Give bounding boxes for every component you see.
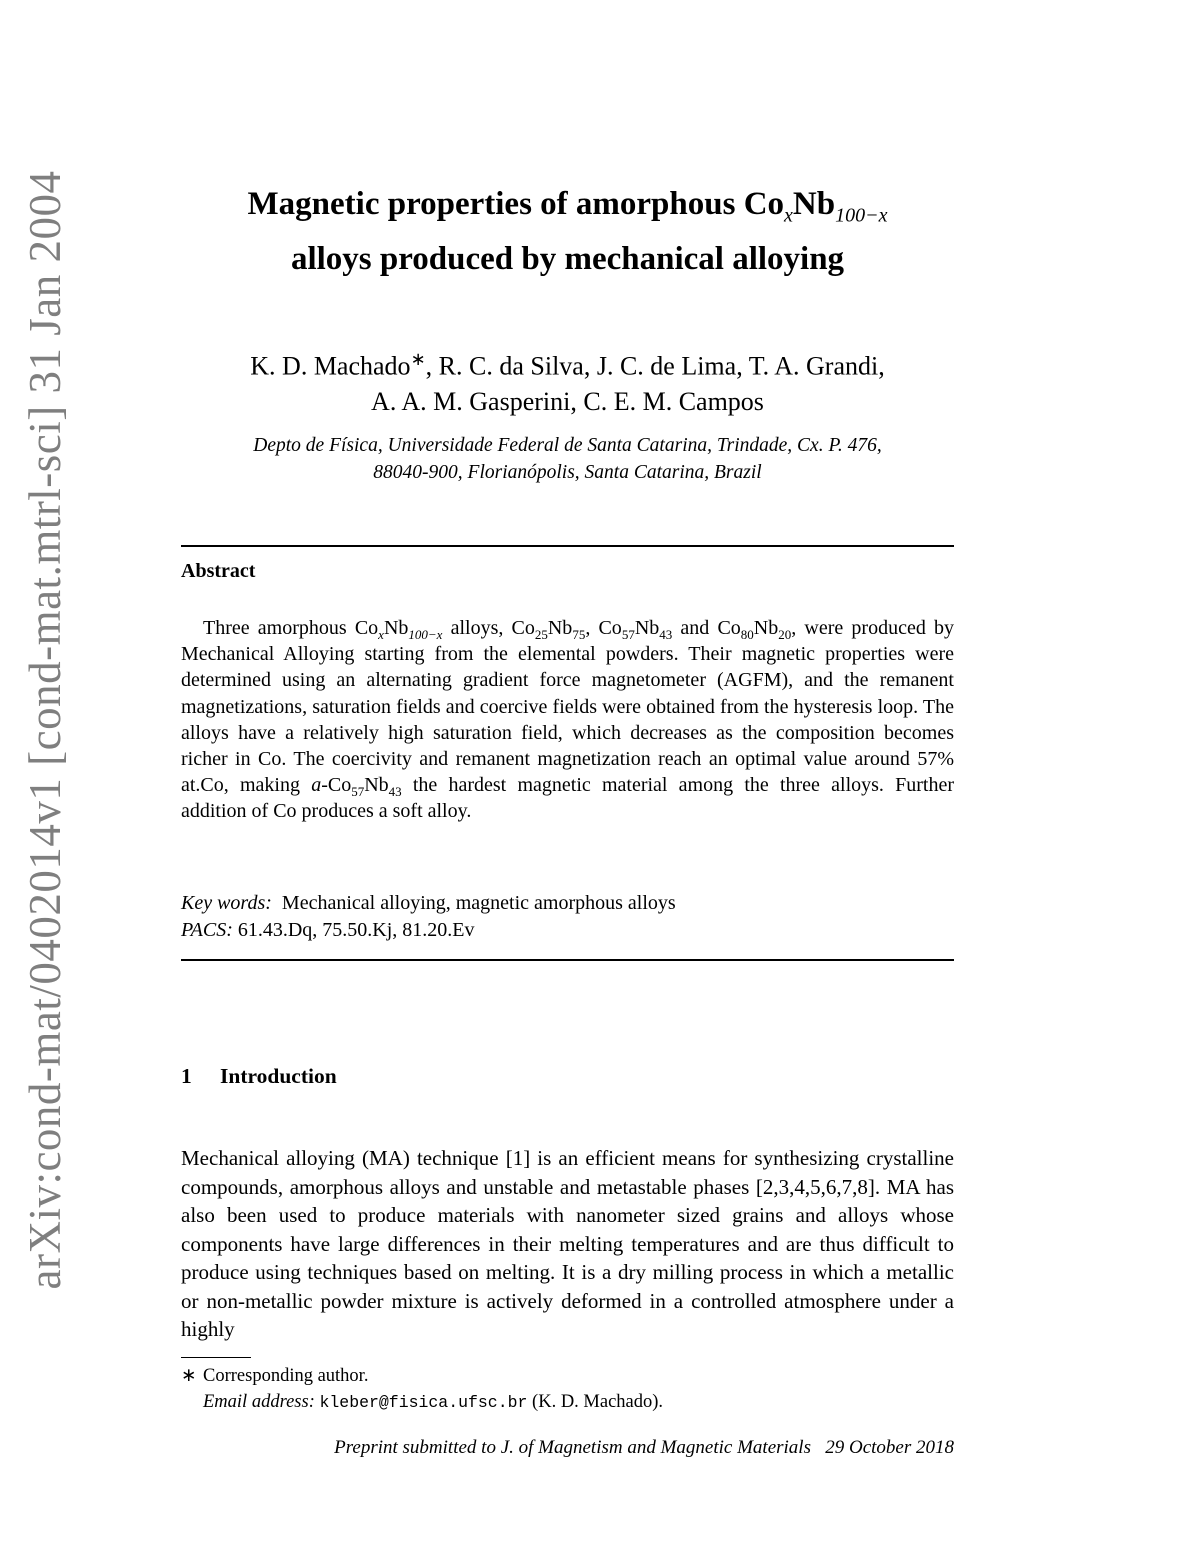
footnote-rule xyxy=(181,1357,251,1358)
abstract-frag: Nb xyxy=(383,617,409,639)
title-sub-100-x: 100−x xyxy=(835,204,888,227)
abstract-frag-italic: a xyxy=(311,774,322,797)
title-line2: alloys produced by mechanical alloying xyxy=(290,240,845,277)
abstract-frag: Nb xyxy=(364,774,389,797)
abstract-sub: 75 xyxy=(572,627,586,642)
footnote xyxy=(181,1363,954,1416)
section-heading xyxy=(181,1064,337,1089)
abstract-frag: Three amorphous Co xyxy=(203,617,379,639)
affiliation-line2: 88040-900, Florianópolis, Santa Catarina, Brazil xyxy=(373,462,762,483)
keywords-label: Key words: xyxy=(181,892,272,914)
arxiv-identifier: arXiv:cond-mat/0402014v1 [cond-mat.mtrl-sci] 31 Jan 2004 xyxy=(20,170,70,1290)
email-suffix: (K. D. Machado). xyxy=(527,1392,664,1412)
paper-title xyxy=(161,183,974,281)
abstract-frag: the hardest magnetic material among the three alloys. Further addition of Co produces a soft alloy. xyxy=(181,774,955,823)
pacs-value: 61.43.Dq, 75.50.Kj, 81.20.Ev xyxy=(237,918,475,941)
affiliation-line1: Depto de Física, Universidade Federal de Santa Catarina, Trindade, Cx. P. 476, xyxy=(253,435,882,456)
keywords-value: Mechanical alloying, magnetic amorphous alloys xyxy=(281,892,676,914)
authors-rest-line1: , R. C. da Silva, J. C. de Lima, T. A. Grandi, xyxy=(425,351,885,381)
abstract-text xyxy=(181,615,954,825)
author-list xyxy=(161,342,974,419)
pacs-label: PACS: xyxy=(181,918,233,941)
author-first: K. D. Machado xyxy=(250,351,411,381)
section-title: Introduction xyxy=(220,1064,337,1088)
abstract-bottom-rule xyxy=(181,959,954,961)
abstract-frag: , Co xyxy=(585,617,622,639)
email-label: Email address: xyxy=(203,1392,315,1412)
footnote-mark: ∗ xyxy=(181,1366,197,1386)
abstract-frag: -Co xyxy=(321,774,352,797)
title-line1-pre: Magnetic properties of amorphous Co xyxy=(247,186,785,222)
introduction-paragraph: Mechanical alloying (MA) technique [1] is an efficient means for synthesizing crystalline compounds, amorphous alloys and unstable and metastable phases [2,3,4,5,6,7,8]. MA has also been used to produce materials with nanometer sized grains and alloys whose components have large differences in their melting temperatures and are thus difficult to produce using techniques based on melting. It is a dry milling process in which a metallic or non-metallic powder mixture is actively deformed in a controlled atmosphere under a highly xyxy=(181,1146,954,1341)
abstract-sub: 43 xyxy=(659,627,673,642)
authors-line2: A. A. M. Gasperini, C. E. M. Campos xyxy=(371,386,764,416)
title-line1-mid: Nb xyxy=(792,186,836,222)
abstract-frag: Nb xyxy=(753,617,779,639)
corresponding-mark: ∗ xyxy=(410,349,426,369)
abstract-sub: 57 xyxy=(351,784,365,800)
arxiv-stamp xyxy=(0,0,90,1553)
abstract-sub: 100−x xyxy=(408,627,443,642)
abstract-frag: Nb xyxy=(547,617,573,639)
abstract-frag: , were produced by Mechanical Alloying starting from the elemental powders. Their magnetic properties were determined using an alternating gradient force magnetometer (AGFM), and the remanent magnetizations, saturation fields and coercive fields were obtained from the hysteresis loop. The alloys have a relatively high saturation field, which decreases as the composition becomes richer in Co. The coercivity and remanent magnetization reach an optimal value around 57% at.Co, making xyxy=(181,617,954,797)
abstract-sub: x xyxy=(378,627,384,642)
footnote-text: Corresponding author. xyxy=(203,1366,369,1386)
section-number: 1 xyxy=(181,1064,192,1088)
abstract-frag: and Co xyxy=(672,617,741,639)
abstract-sub: 43 xyxy=(388,784,402,800)
title-sub-x: x xyxy=(784,204,793,227)
abstract-sub: 80 xyxy=(740,627,754,642)
abstract-frag: Nb xyxy=(634,617,660,639)
affiliation xyxy=(161,432,974,486)
abstract-frag: alloys, Co xyxy=(442,617,535,639)
email-address[interactable]: kleber@fisica.ufsc.br xyxy=(319,1393,528,1412)
abstract-sub: 20 xyxy=(778,627,792,642)
abstract-sub: 25 xyxy=(534,627,548,642)
abstract-sub: 57 xyxy=(621,627,635,642)
abstract-top-rule xyxy=(181,545,954,547)
preprint-footer: Preprint submitted to J. of Magnetism and Magnetic Materials 29 October 2018 xyxy=(334,1437,954,1458)
abstract-heading: Abstract xyxy=(181,560,256,582)
keywords-block xyxy=(181,890,954,943)
